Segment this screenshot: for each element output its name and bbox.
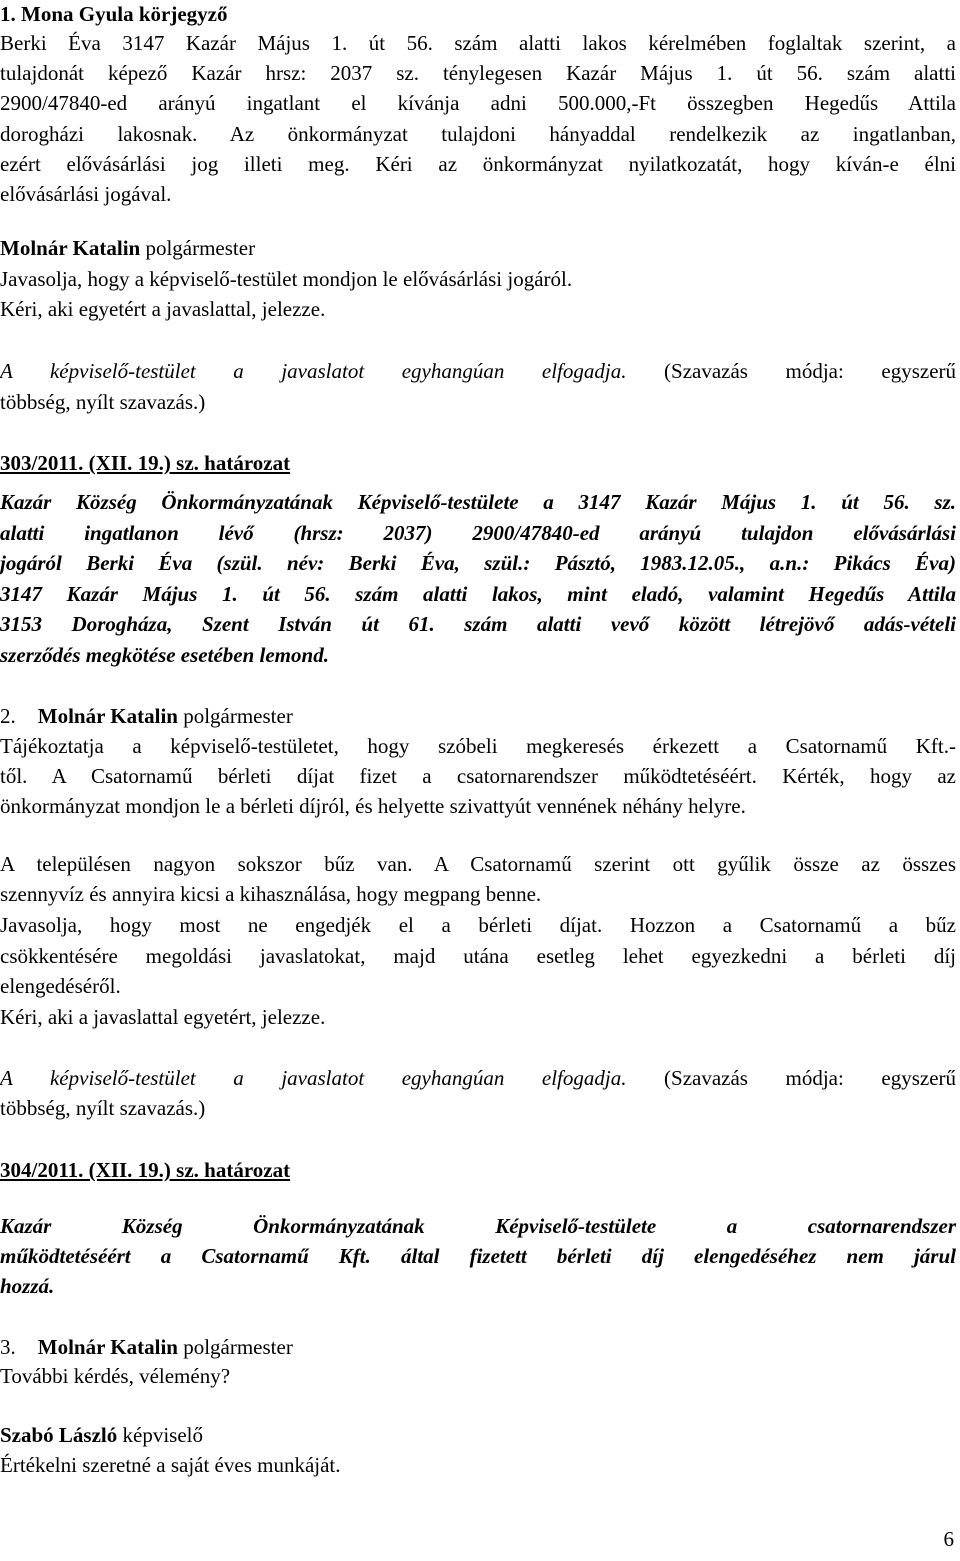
item3-text-2: Értékelni szeretné a saját éves munkáját. <box>0 1453 341 1477</box>
item2-vote <box>0 1064 956 1092</box>
item2-p3-line-1: Javasolja, hogy most ne engedjék el a bérleti díjat. Hozzon a Csatornamű a bűz <box>0 913 956 937</box>
item1-line-4: dorogházi lakosnak. Az önkormányzat tulajdoni hányaddal rendelkezik az ingatlanban, <box>0 122 956 146</box>
speaker-role: polgármester <box>177 704 293 728</box>
speaker-role: képviselő <box>117 1423 203 1447</box>
speaker-name: Molnár Katalin <box>0 236 141 260</box>
resolution-303-line-6: szerződés megkötése esetében lemond. <box>0 643 329 667</box>
item1-speaker <box>0 234 956 262</box>
resolution-304-line-1: Kazár Község Önkormányzatának Képviselő-testülete a csatornarendszer <box>0 1214 956 1238</box>
item3-speaker-2 <box>0 1421 956 1449</box>
item2-p1-line-1: Tájékoztatja a képviselő-testületet, hogy szóbeli megkeresés érkezett a Csatornamű Kft.- <box>0 734 956 758</box>
page-number: 6 <box>943 1527 954 1551</box>
resolution-303-line-3: jogáról Berki Éva (szül. név: Berki Éva, szül.: Pásztó, 1983.12.05., a.n.: Pikács Éva) <box>0 551 956 575</box>
item1-line-2: tulajdonát képező Kazár hrsz: 2037 sz. ténylegesen Kazár Május 1. út 56. szám alatti <box>0 61 956 85</box>
item2-p2-line-2: szennyvíz és annyira kicsi a kihasználása, hogy megpang benne. <box>0 882 542 906</box>
vote-mode: (Szavazás módja: egyszerű <box>626 359 957 383</box>
item1-line-3: 2900/47840-ed arányú ingatlant el kívánja adni 500.000,-Ft összegben Hegedűs Attila <box>0 91 956 115</box>
item3-speaker <box>0 1333 956 1361</box>
resolution-304-line-2: működtetéséért a Csatornamű Kft. által fizetett bérleti díj elengedéséhez nem járul <box>0 1244 956 1268</box>
item3-number: 3. <box>0 1335 16 1359</box>
item3-text: További kérdés, vélemény? <box>0 1364 231 1388</box>
item2-p3-line-3: elengedéséről. <box>0 974 121 998</box>
item1-heading: 1. Mona Gyula körjegyző <box>0 2 228 26</box>
item1-line-1: Berki Éva 3147 Kazár Május 1. út 56. szám alatti lakos kérelmében foglaltak szerint, a <box>0 31 956 55</box>
resolution-303-number: 303/2011. (XII. 19.) sz. határozat <box>0 451 291 475</box>
resolution-304-number: 304/2011. (XII. 19.) sz. határozat <box>0 1158 291 1182</box>
vote-result: A képviselő-testület a javaslatot egyhangúan elfogadja. <box>0 1066 627 1090</box>
resolution-304-line-3: hozzá. <box>0 1274 55 1298</box>
vote-mode: (Szavazás módja: egyszerű <box>626 1066 957 1090</box>
item1-proposal-1: Javasolja, hogy a képviselő-testület mondjon le elővásárlási jogáról. <box>0 267 573 291</box>
item2-number: 2. <box>0 704 16 728</box>
item2-p1-line-3: önkormányzat mondjon le a bérleti díjról, és helyette szivattyút vennének néhány helyre. <box>0 794 746 818</box>
resolution-303-line-5: 3153 Dorogháza, Szent István út 61. szám alatti vevő között létrejövő adás-vételi <box>0 612 956 636</box>
item1-line-6: elővásárlási jogával. <box>0 182 172 206</box>
resolution-303-line-1: Kazár Község Önkormányzatának Képviselő-testülete a 3147 Kazár Május 1. út 56. sz. <box>0 490 956 514</box>
speaker-name: Szabó László <box>0 1423 118 1447</box>
speaker-role: polgármester <box>177 1335 293 1359</box>
item1-line-5: ezért elővásárlási jog illeti meg. Kéri az önkormányzat nyilatkozatát, hogy kíván-e élni <box>0 152 956 176</box>
resolution-303-line-4: 3147 Kazár Május 1. út 56. szám alatti lakos, mint eladó, valamint Hegedűs Attila <box>0 582 956 606</box>
vote-result: A képviselő-testület a javaslatot egyhangúan elfogadja. <box>0 359 627 383</box>
item2-vote-mode-2: többség, nyílt szavazás.) <box>0 1096 206 1120</box>
item2-speaker <box>0 702 956 730</box>
item1-proposal-2: Kéri, aki egyetért a javaslattal, jelezze. <box>0 297 326 321</box>
item1-vote-mode-2: többség, nyílt szavazás.) <box>0 390 206 414</box>
item2-p3-line-4: Kéri, aki a javaslattal egyetért, jelezze. <box>0 1005 326 1029</box>
speaker-role: polgármester <box>140 236 256 260</box>
resolution-303-line-2: alatti ingatlanon lévő (hrsz: 2037) 2900/47840-ed arányú tulajdon elővásárlási <box>0 521 956 545</box>
speaker-name: Molnár Katalin <box>37 704 178 728</box>
item2-p2-line-1: A településen nagyon sokszor bűz van. A Csatornamű szerint ott gyűlik össze az összes <box>0 852 956 876</box>
item2-p3-line-2: csökkentésére megoldási javaslatokat, majd utána esetleg lehet egyezkedni a bérleti díj <box>0 944 956 968</box>
speaker-name: Molnár Katalin <box>37 1335 178 1359</box>
item1-vote <box>0 357 956 385</box>
item2-p1-line-2: től. A Csatornamű bérleti díjat fizet a csatornarendszer működtetéséért. Kérték, hogy az <box>0 764 956 788</box>
